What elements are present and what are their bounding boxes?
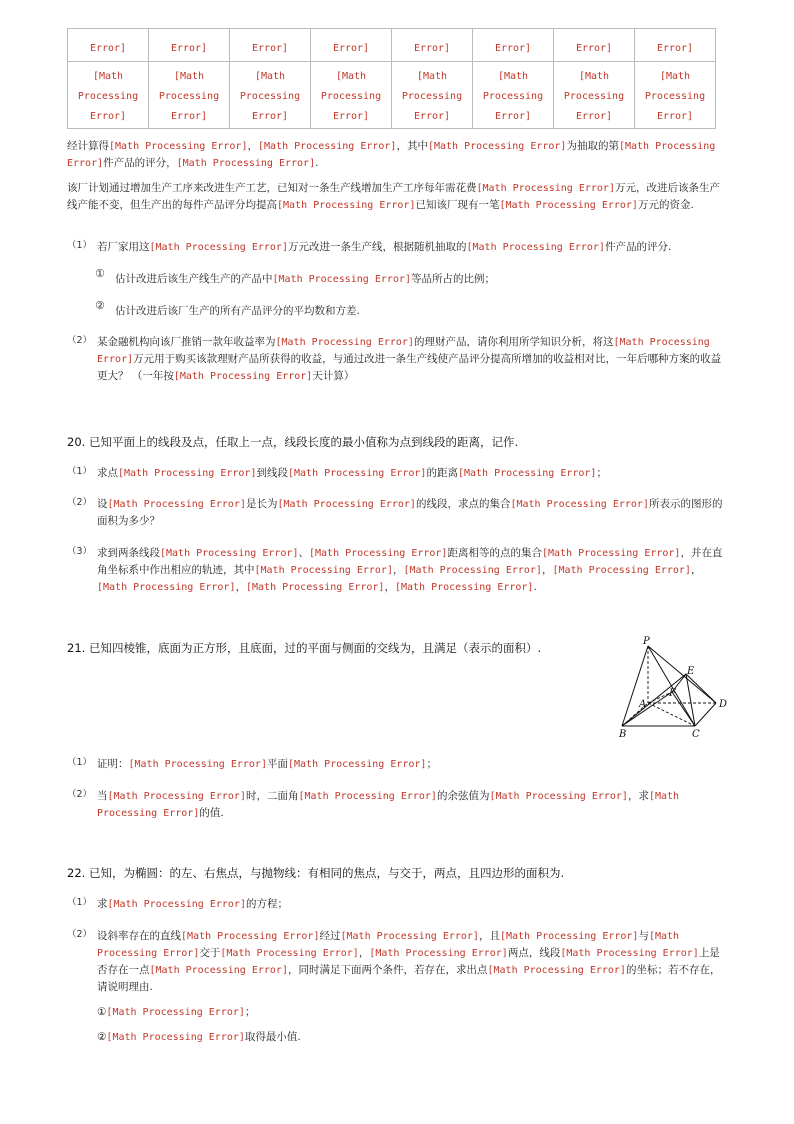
table-cell: Error]: [473, 29, 554, 62]
label-c: C: [692, 729, 700, 740]
sub-question-text: 当[Math Processing Error]时，二面角[Math Processing Error]的余弦值为[Math Processing Error]，求[Math Processing Error]的值.: [97, 790, 680, 819]
sub-number: （1）: [67, 897, 93, 908]
condition-2: ②[Math Processing Error]取得最小值.: [97, 1031, 301, 1043]
table-cell: Error]: [311, 29, 392, 62]
label-d: D: [719, 699, 728, 710]
sub-question-text: 求[Math Processing Error]的方程；: [97, 898, 288, 910]
table-cell: [Math Processing Error]: [392, 62, 473, 129]
table-cell: [Math Processing Error]: [68, 62, 149, 129]
edge-pd: [648, 646, 716, 703]
circled-number: ①: [95, 267, 105, 280]
label-p: P: [643, 636, 650, 647]
table-cell: Error]: [554, 29, 635, 62]
table-row: [68, 29, 716, 62]
sub-question-text: 求点[Math Processing Error]到线段[Math Processing Error]的距离[Math Processing Error]；: [97, 467, 607, 479]
table-cell: Error]: [230, 29, 311, 62]
sub-number: （3）: [67, 546, 93, 557]
sub-question-text: 设斜率存在的直线[Math Processing Error]经过[Math Processing Error]，且[Math Processing Error]与[Math Processing Error]交于[Math Processing Error]，[Math Processing Error]两点，线段[Math Processing Error]上是否存在一点[Math Processing Error]，同时满足下面两个条件，若存在，求出点[Math Processing Error]的坐标；若不存在，请说明理由.: [97, 930, 721, 993]
score-table: [67, 28, 716, 129]
table-cell: Error]: [635, 29, 716, 62]
label-e: E: [687, 666, 695, 677]
table-cell: Error]: [392, 29, 473, 62]
table-cell: Error]: [149, 29, 230, 62]
table-cell: Error]: [68, 29, 149, 62]
question-21-title: 21. 已知四棱锥，底面为正方形，且底面，过的平面与侧面的交线为，且满足（表示的面积）.: [67, 641, 542, 655]
sub-question-text: 证明：[Math Processing Error]平面[Math Processing Error]；: [97, 758, 437, 770]
sub-question-text: 估计改进后该生产线生产的产品中[Math Processing Error]等品所占的比例；: [115, 273, 495, 285]
circled-number: ②: [95, 299, 105, 312]
table-row: [68, 62, 716, 129]
sub-number: （2）: [67, 929, 93, 940]
table-cell: [Math Processing Error]: [311, 62, 392, 129]
sub-number: （2）: [67, 497, 93, 508]
paragraph-calc: 经计算得[Math Processing Error]，[Math Processing Error]，其中[Math Processing Error]为抽取的第[Math Processing Error]件产品的评分，[Math Processing Error].: [67, 140, 716, 169]
sub-number: （1）: [67, 466, 93, 477]
sub-question-text: 设[Math Processing Error]是长为[Math Processing Error]的线段，求点的集合[Math Processing Error]所表示的图形的面积为多少？: [97, 498, 723, 527]
edge-cd: [695, 703, 716, 726]
label-a: A: [639, 699, 647, 710]
table-cell: [Math Processing Error]: [149, 62, 230, 129]
edge-fb: [622, 692, 672, 726]
sub-number: （1）: [67, 757, 93, 768]
sub-number: （2）: [67, 335, 93, 346]
table-cell: [Math Processing Error]: [635, 62, 716, 129]
question-20-title: 20. 已知平面上的线段及点，任取上一点，线段长度的最小值称为点到线段的距离，记作.: [67, 435, 519, 449]
sub-question-text: 求到两条线段[Math Processing Error]、[Math Processing Error]距离相等的点的集合[Math Processing Error]，并在直角坐标系中作出相应的轨迹，其中[Math Processing Error]，[Math Processing Error]，[Math Processing Error]，[Math Processing Error]，[Math Processing Error]，[Math Processing Error].: [97, 547, 723, 593]
sub-question-text: 若厂家用这[Math Processing Error]万元改进一条生产线，根据随机抽取的[Math Processing Error]件产品的评分.: [97, 241, 672, 253]
label-f: F: [669, 688, 676, 699]
condition-1: ①[Math Processing Error]；: [97, 1006, 256, 1018]
paragraph-plan: 该厂计划通过增加生产工序来改进生产工艺，已知对一条生产线增加生产工序每年需花费[Math Processing Error]万元，改进后该条生产线产能不变，但生产出的每件产品评分均提高[Math Processing Error]已知该厂现有一笔[Math Processing Error]万元的资金.: [67, 182, 720, 211]
sub-question-text: 估计改进后该厂生产的所有产品评分的平均数和方差.: [115, 305, 360, 317]
sub-number: （1）: [67, 240, 93, 251]
pyramid-figure: [610, 634, 735, 742]
sub-question-text: 某金融机构向该厂推销一款年收益率为[Math Processing Error]的理财产品，请你利用所学知识分析，将这[Math Processing Error]万元用于购买该款理财产品所获得的收益，与通过改进一条生产线使产品评分提高所增加的收益相对比，一年后哪种方案的收益更大？ （一年按[Math Processing Error]天计算）: [97, 336, 722, 382]
sub-number: （2）: [67, 789, 93, 800]
table-cell: [Math Processing Error]: [554, 62, 635, 129]
table-cell: [Math Processing Error]: [473, 62, 554, 129]
question-22-title: 22. 已知，为椭圆：的左、右焦点，与抛物线：有相同的焦点，与交于，两点，且四边形的面积为.: [67, 866, 565, 880]
label-b: B: [619, 729, 627, 740]
table-cell: [Math Processing Error]: [230, 62, 311, 129]
